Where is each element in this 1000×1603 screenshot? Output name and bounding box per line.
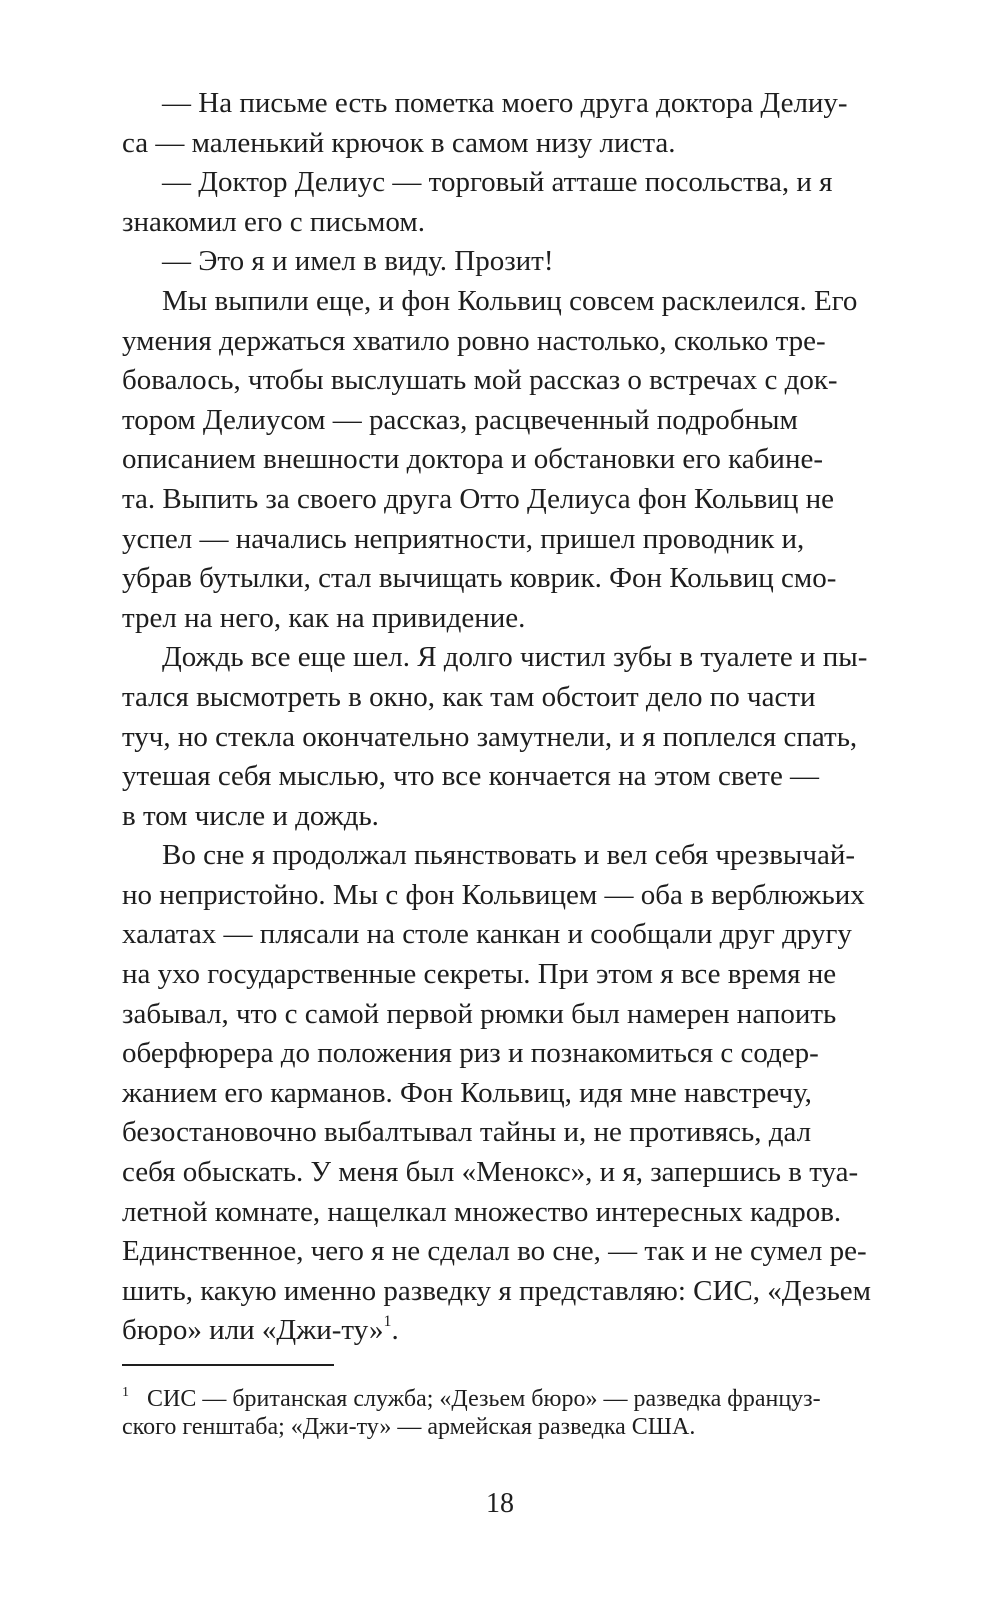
text-line: трел на него, как на привидение. bbox=[122, 601, 526, 634]
text-line: бовалось, чтобы выслушать мой рассказ о встречах с док- bbox=[122, 364, 838, 397]
footnote-reference[interactable]: 1 bbox=[383, 1313, 392, 1331]
paragraph bbox=[122, 282, 960, 638]
text-line: тался высмотреть в окно, как там обстоит дело по части bbox=[122, 680, 816, 713]
text-line: забывал, что с самой первой рюмки был намерен напоить bbox=[122, 997, 837, 1030]
text-line: успел — начались неприятности, пришел проводник и, bbox=[122, 522, 805, 555]
text-line: жанием его карманов. Фон Кольвиц, идя мне навстречу, bbox=[122, 1076, 812, 1109]
text-line: — На письме есть пометка моего друга доктора Делиу- bbox=[162, 87, 848, 119]
text-line: — Это я и имел в виду. Прозит! bbox=[162, 245, 554, 278]
footnote-divider bbox=[122, 1364, 334, 1366]
text-line: са — маленький крючок в самом низу листа. bbox=[122, 126, 676, 159]
text-line: летной комнате, нащелкал множество интересных кадров. bbox=[122, 1195, 842, 1228]
text-line: тором Делиусом — рассказ, расцвеченный подробным bbox=[122, 403, 798, 436]
text-line: описанием внешности доктора и обстановки его кабине- bbox=[122, 443, 823, 476]
footnote-mark: 1 bbox=[122, 1385, 129, 1400]
text-line: Дождь все еще шел. Я долго чистил зубы в туалете и пы- bbox=[162, 641, 868, 674]
paragraph bbox=[122, 163, 960, 242]
text-line: шить, какую именно разведку я представляю: СИС, «Дезьем bbox=[122, 1274, 872, 1307]
text-line: Мы выпили еще, и фон Кольвиц совсем расклеился. Его bbox=[162, 284, 858, 317]
body-text bbox=[122, 84, 960, 1351]
text-line: себя обыскать. У меня был «Менокс», и я, запершись в туа- bbox=[122, 1156, 859, 1189]
text-line: в том числе и дождь. bbox=[122, 799, 379, 832]
footnote-line: $^1$ СИС — британская служба; «Дезьем бюро» — разведка француз- bbox=[122, 1385, 821, 1412]
text-line: Единственное, чего я не сделал во сне, — так и не сумел ре- bbox=[122, 1235, 867, 1268]
text-line: умения держаться хватило ровно настолько, сколько тре- bbox=[122, 324, 826, 357]
paragraph bbox=[122, 836, 960, 1351]
text-line: знакомил его с письмом. bbox=[122, 205, 425, 238]
text-line: убрав бутылки, стал вычищать коврик. Фон Кольвиц смо- bbox=[122, 562, 837, 595]
text-line: халатах — плясали на столе канкан и сообщали друг другу bbox=[122, 918, 852, 951]
text-line: оберфюрера до положения риз и познакомиться с содер- bbox=[122, 1037, 819, 1070]
paragraph bbox=[122, 84, 960, 163]
text-line: та. Выпить за своего друга Отто Делиуса фон Кольвиц не bbox=[122, 482, 835, 515]
paragraph bbox=[122, 638, 960, 836]
text-line: туч, но стекла окончательно замутнели, и я поплелся спать, bbox=[122, 720, 858, 753]
footnote bbox=[122, 1376, 960, 1444]
footnote-line: ского генштаба; «Джи-ту» — армейская разведка США. bbox=[122, 1414, 696, 1440]
text-line: Во сне я продолжал пьянствовать и вел себя чрезвычай- bbox=[162, 839, 856, 872]
text-line: безостановочно выбалтывал тайны и, не противясь, дал bbox=[122, 1116, 812, 1149]
text-line: на ухо государственные секреты. При этом я все время не bbox=[122, 958, 837, 991]
page-number: 18 bbox=[486, 1488, 514, 1519]
text-line: но непристойно. Мы с фон Кольвицем — оба в верблюжьих bbox=[122, 878, 865, 911]
text-line: утешая себя мыслью, что все кончается на этом свете — bbox=[122, 760, 820, 793]
text-line: бюро» или «Джи-ту»$^1$. bbox=[122, 1313, 399, 1347]
paragraph bbox=[122, 242, 960, 282]
text-line: — Доктор Делиус — торговый атташе посольства, и я bbox=[162, 166, 833, 199]
